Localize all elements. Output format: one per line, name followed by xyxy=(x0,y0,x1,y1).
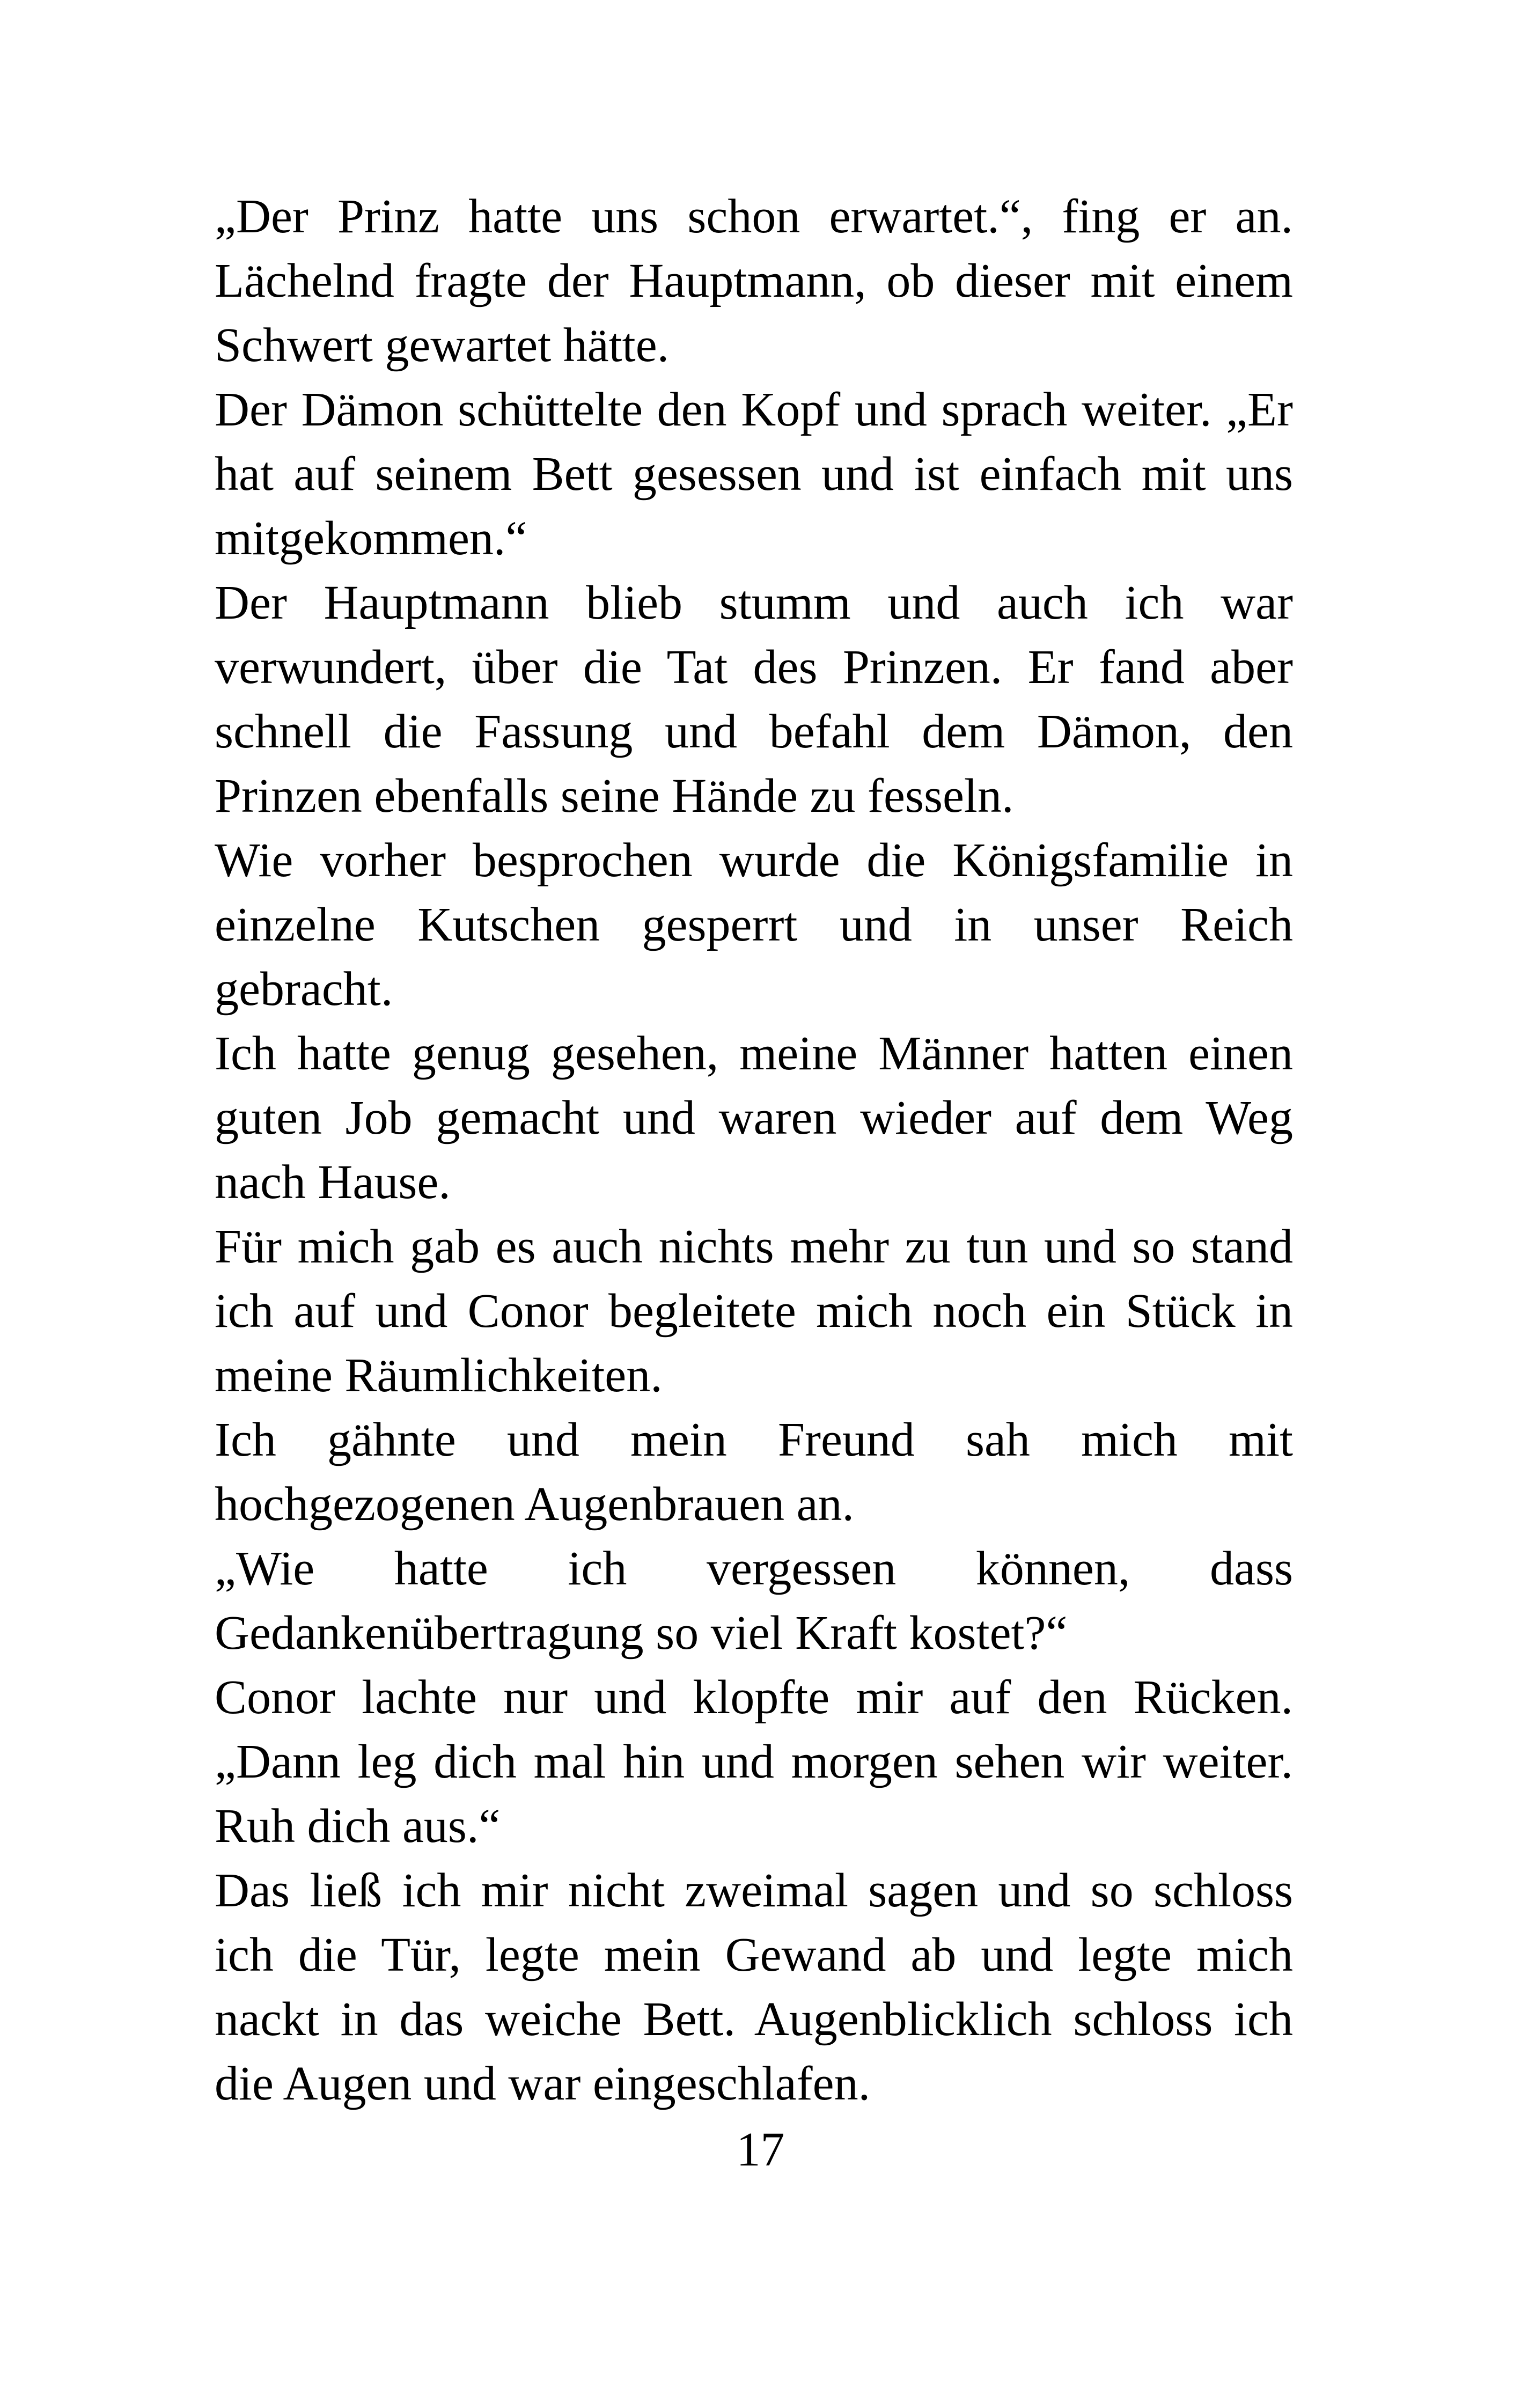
text-line: die Augen und war eingeschlafen. xyxy=(215,2057,871,2110)
text-line: mitgekommen.“ xyxy=(215,512,527,565)
text-line: einzelne Kutschen gesperrt und in unser Reich xyxy=(215,898,1293,951)
text-line: ich auf und Conor begleitete mich noch ein Stück in xyxy=(215,1284,1293,1338)
text-line: nach Hause. xyxy=(215,1156,451,1209)
text-line: verwundert, über die Tat des Prinzen. Er fand aber xyxy=(215,641,1293,694)
text-line: nackt in das weiche Bett. Augenblicklich schloss ich xyxy=(215,1993,1293,2046)
text-line: Der Dämon schüttelte den Kopf und sprach weiter. „Er xyxy=(215,383,1293,436)
text-line: hat auf seinem Bett gesessen und ist einfach mit uns xyxy=(215,447,1293,501)
text-line: Conor lachte nur und klopfte mir auf den Rücken. xyxy=(215,1671,1293,1724)
text-line: ich die Tür, legte mein Gewand ab und legte mich xyxy=(215,1928,1293,1981)
text-line: meine Räumlichkeiten. xyxy=(215,1349,663,1402)
text-line: Das ließ ich mir nicht zweimal sagen und so schloss xyxy=(215,1864,1293,1917)
text-line: guten Job gemacht und waren wieder auf dem Weg xyxy=(215,1091,1293,1144)
text-line: „Dann leg dich mal hin und morgen sehen wir weiter. xyxy=(215,1735,1293,1788)
text-line: Für mich gab es auch nichts mehr zu tun und so stand xyxy=(215,1220,1293,1273)
text-line: Schwert gewartet hätte. xyxy=(215,319,670,372)
text-line: Ich hatte genug gesehen, meine Männer hatten einen xyxy=(215,1027,1293,1080)
text-line: „Wie hatte ich vergessen können, dass xyxy=(215,1542,1293,1595)
text-line: Gedankenübertragung so viel Kraft kostet?“ xyxy=(215,1606,1068,1660)
page-number: 17 xyxy=(736,2123,785,2176)
text-line: Ruh dich aus.“ xyxy=(215,1800,501,1853)
text-line: „Der Prinz hatte uns schon erwartet.“, fing er an. xyxy=(215,190,1293,243)
text-line: Der Hauptmann blieb stumm und auch ich war xyxy=(215,576,1293,629)
text-line: Ich gähnte und mein Freund sah mich mit xyxy=(215,1413,1293,1466)
text-line: Lächelnd fragte der Hauptmann, ob dieser mit einem xyxy=(215,254,1293,307)
body-text xyxy=(215,185,1293,2116)
text-line: Prinzen ebenfalls seine Hände zu fesseln. xyxy=(215,769,1014,823)
text-line: Wie vorher besprochen wurde die Königsfamilie in xyxy=(215,834,1293,887)
text-line: hochgezogenen Augenbrauen an. xyxy=(215,1478,855,1531)
text-line: schnell die Fassung und befahl dem Dämon, den xyxy=(215,705,1293,758)
text-line: gebracht. xyxy=(215,963,393,1016)
